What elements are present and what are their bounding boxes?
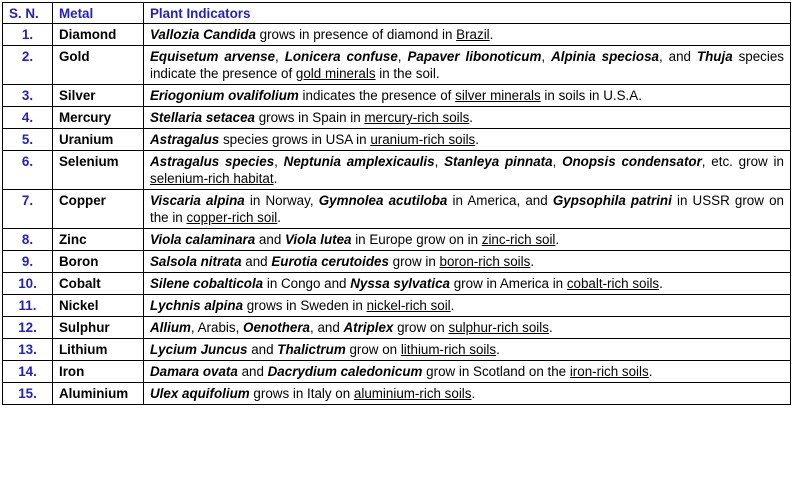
row-plant-indicator	[144, 361, 791, 383]
indicator-text: ,	[434, 154, 445, 169]
row-serial-number: 6.	[3, 151, 53, 190]
plant-name: Salsola nitrata	[150, 254, 242, 269]
indicator-text: .	[469, 110, 474, 125]
underlined-text: selenium-rich habitat	[150, 171, 274, 186]
table-row	[3, 46, 791, 85]
indicator-text: grow in	[388, 254, 440, 269]
indicator-text: .	[471, 386, 476, 401]
table-row	[3, 383, 791, 405]
header-plant-indicators: Plant Indicators	[144, 3, 791, 24]
indicator-text: grows in Sweden in	[243, 298, 367, 313]
underlined-text: aluminium-rich soils	[353, 386, 472, 401]
underlined-text: cobalt-rich soils	[566, 276, 660, 291]
indicator-text: and	[255, 232, 285, 247]
indicator-text: , etc. grow in	[701, 154, 784, 169]
plant-name: Lycium Juncus	[150, 342, 248, 357]
plant-name: Dacrydium caledonicum	[267, 364, 423, 379]
plant-name: Lychnis alpina	[150, 298, 244, 313]
plant-name: Allium	[150, 320, 191, 335]
underlined-text: boron-rich soils	[439, 254, 531, 269]
row-serial-number: 3.	[3, 85, 53, 107]
row-serial-number: 12.	[3, 317, 53, 339]
indicator-text: ,	[397, 49, 408, 64]
row-metal: Lithium	[53, 339, 144, 361]
indicator-text: grow in Scotland on the	[422, 364, 570, 379]
row-serial-number: 15.	[3, 383, 53, 405]
indicator-text: .	[277, 210, 282, 225]
row-metal: Aluminium	[53, 383, 144, 405]
table-row	[3, 251, 791, 273]
plant-name: Viscaria alpina	[150, 193, 245, 208]
plant-name: Astragalus species	[150, 154, 275, 169]
row-metal: Zinc	[53, 229, 144, 251]
plant-name: Vallozia Candida	[150, 27, 256, 42]
plant-name: Thalictrum	[277, 342, 346, 357]
indicator-text: in Europe grow on in	[351, 232, 482, 247]
indicator-text: .	[648, 364, 653, 379]
underlined-text: zinc-rich soil	[481, 232, 556, 247]
underlined-text: Brazil	[456, 27, 490, 42]
plant-name: Papaver libonoticum	[407, 49, 542, 64]
header-sn: S. N.	[3, 3, 53, 24]
indicator-text: grows in Spain in	[254, 110, 365, 125]
plant-name: Damara ovata	[150, 364, 238, 379]
table-row	[3, 85, 791, 107]
indicator-text: grow on	[393, 320, 449, 335]
indicator-text: ,	[541, 49, 552, 64]
row-serial-number: 1.	[3, 24, 53, 46]
table-row	[3, 295, 791, 317]
plant-indicators-table	[2, 2, 791, 405]
row-plant-indicator	[144, 383, 791, 405]
plant-name: Stanleya pinnata	[444, 154, 553, 169]
indicator-text: , and	[658, 49, 697, 64]
underlined-text: lithium-rich soils	[400, 342, 497, 357]
row-metal: Uranium	[53, 129, 144, 151]
row-metal: Mercury	[53, 107, 144, 129]
plant-name: Gymnolea acutiloba	[318, 193, 448, 208]
row-plant-indicator	[144, 107, 791, 129]
plant-name: Viola calaminara	[150, 232, 256, 247]
underlined-text: sulphur-rich soils	[448, 320, 549, 335]
table-row	[3, 129, 791, 151]
table-row	[3, 339, 791, 361]
indicator-text: .	[450, 298, 455, 313]
row-metal: Selenium	[53, 151, 144, 190]
plant-name: Atriplex	[343, 320, 394, 335]
table-row	[3, 107, 791, 129]
underlined-text: copper-rich soil	[186, 210, 278, 225]
row-serial-number: 7.	[3, 190, 53, 229]
row-serial-number: 9.	[3, 251, 53, 273]
row-plant-indicator	[144, 24, 791, 46]
row-metal: Sulphur	[53, 317, 144, 339]
plant-name: Stellaria setacea	[150, 110, 255, 125]
plant-name: Nyssa sylvatica	[350, 276, 450, 291]
underlined-text: nickel-rich soil	[366, 298, 451, 313]
plant-name: Silene cobalticola	[150, 276, 264, 291]
row-serial-number: 4.	[3, 107, 53, 129]
table-row	[3, 24, 791, 46]
underlined-text: uranium-rich soils	[370, 132, 476, 147]
table-row	[3, 273, 791, 295]
plant-name: Eriogonium ovalifolium	[150, 88, 299, 103]
indicator-text: and	[237, 364, 268, 379]
plant-name: Equisetum arvense	[150, 49, 276, 64]
row-serial-number: 13.	[3, 339, 53, 361]
row-plant-indicator	[144, 295, 791, 317]
row-serial-number: 2.	[3, 46, 53, 85]
row-metal: Boron	[53, 251, 144, 273]
plant-name: Oenothera	[243, 320, 310, 335]
row-plant-indicator	[144, 317, 791, 339]
indicator-text: grow on	[345, 342, 401, 357]
indicator-text: in soils in U.S.A.	[540, 88, 642, 103]
indicator-text: in the soil.	[375, 66, 440, 81]
indicator-text: grow in America in	[450, 276, 567, 291]
plant-name: Lonicera confuse	[284, 49, 398, 64]
table-row	[3, 361, 791, 383]
indicator-text: .	[496, 342, 500, 357]
row-plant-indicator	[144, 129, 791, 151]
row-metal: Gold	[53, 46, 144, 85]
row-metal: Cobalt	[53, 273, 144, 295]
indicator-text: species grows in USA in	[219, 132, 371, 147]
row-plant-indicator	[144, 339, 791, 361]
indicator-text: in USSR grow on the in	[150, 193, 784, 225]
indicator-text: .	[530, 254, 535, 269]
indicator-text: , Arabis,	[190, 320, 244, 335]
row-serial-number: 5.	[3, 129, 53, 151]
indicator-text: species indicate the presence of	[150, 49, 784, 81]
indicator-text: .	[659, 276, 663, 291]
row-plant-indicator	[144, 190, 791, 229]
indicator-text: , and	[310, 320, 344, 335]
indicator-text: .	[475, 132, 479, 147]
plant-name: Thuja	[696, 49, 733, 64]
plant-name: Gypsophila patrini	[552, 193, 672, 208]
row-plant-indicator	[144, 251, 791, 273]
plant-name: Onopsis condensator	[562, 154, 702, 169]
row-plant-indicator	[144, 46, 791, 85]
plant-name: Neptunia amplexicaulis	[283, 154, 435, 169]
indicator-text: in Congo and	[263, 276, 351, 291]
indicator-text: indicates the presence of	[298, 88, 456, 103]
underlined-text: silver minerals	[455, 88, 541, 103]
underlined-text: mercury-rich soils	[364, 110, 470, 125]
indicator-text: .	[548, 320, 553, 335]
indicator-text: and	[247, 342, 278, 357]
header-metal: Metal	[53, 3, 144, 24]
row-serial-number: 10.	[3, 273, 53, 295]
indicator-text: ,	[552, 154, 563, 169]
table-row	[3, 151, 791, 190]
underlined-text: iron-rich soils	[569, 364, 649, 379]
row-serial-number: 11.	[3, 295, 53, 317]
row-metal: Silver	[53, 85, 144, 107]
row-metal: Diamond	[53, 24, 144, 46]
row-metal: Iron	[53, 361, 144, 383]
indicator-text: grows in Italy on	[249, 386, 354, 401]
indicator-text: .	[273, 171, 278, 186]
indicator-text: grows in presence of diamond in	[255, 27, 457, 42]
indicator-text: in Norway,	[244, 193, 319, 208]
indicator-text: and	[241, 254, 272, 269]
table-row	[3, 229, 791, 251]
plant-name: Astragalus	[150, 132, 220, 147]
row-metal: Copper	[53, 190, 144, 229]
indicator-text: in America, and	[447, 193, 553, 208]
indicator-text: .	[489, 27, 494, 42]
indicator-text: .	[555, 232, 560, 247]
plant-name: Viola lutea	[285, 232, 352, 247]
indicator-text: ,	[275, 49, 285, 64]
plant-name: Alpinia speciosa	[551, 49, 659, 64]
header-row	[3, 3, 791, 24]
plant-name: Eurotia cerutoides	[271, 254, 389, 269]
row-plant-indicator	[144, 229, 791, 251]
table-body	[3, 24, 791, 405]
table-row	[3, 317, 791, 339]
underlined-text: gold minerals	[295, 66, 376, 81]
row-serial-number: 14.	[3, 361, 53, 383]
indicator-text: ,	[274, 154, 284, 169]
row-plant-indicator	[144, 85, 791, 107]
row-metal: Nickel	[53, 295, 144, 317]
plant-name: Ulex aquifolium	[150, 386, 250, 401]
row-plant-indicator	[144, 151, 791, 190]
table-row	[3, 190, 791, 229]
row-serial-number: 8.	[3, 229, 53, 251]
row-plant-indicator	[144, 273, 791, 295]
